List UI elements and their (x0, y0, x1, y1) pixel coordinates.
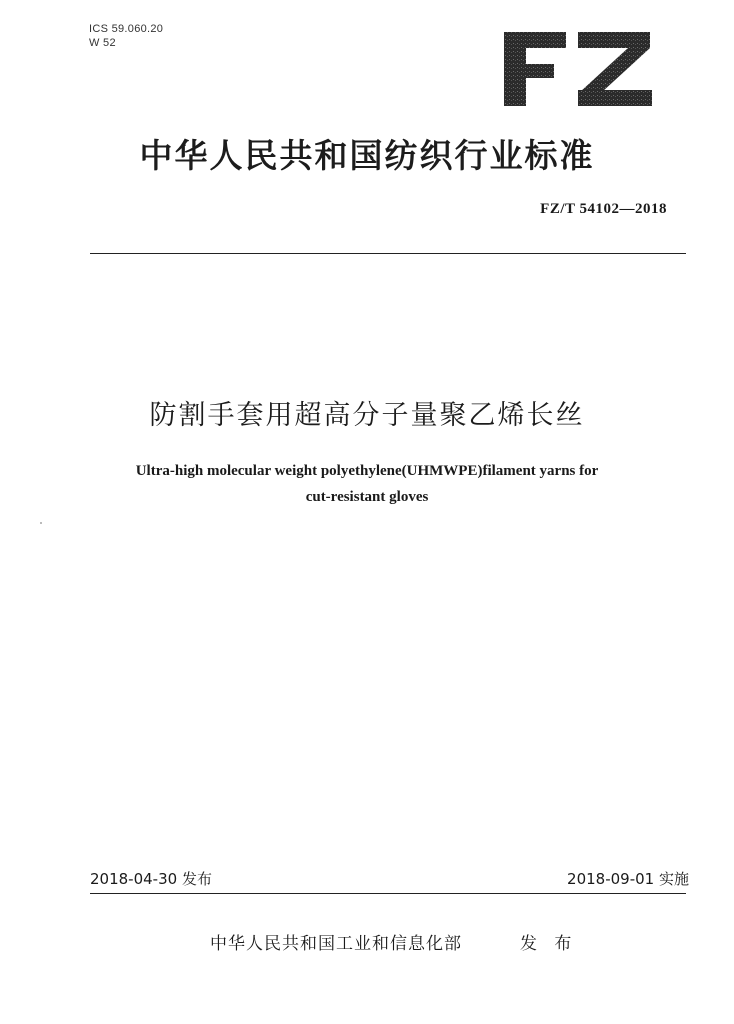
issue-date: 2018-04-30 发布 (90, 870, 212, 888)
footer-divider (90, 893, 686, 894)
standard-body-title: 中华人民共和国纺织行业标准 (139, 136, 595, 175)
ics-code: ICS 59.060.20 (89, 23, 164, 35)
document-title-english (100, 458, 634, 510)
classification-codes (89, 22, 163, 50)
standard-number: FZ/T 54102—2018 (540, 201, 667, 217)
scan-speck (40, 522, 42, 524)
english-title-line-1: Ultra-high molecular weight polyethylene(UHMWPE)filament yarns for (135, 463, 599, 479)
implementation-date: 2018-09-01 实施 (567, 870, 689, 888)
header-divider (90, 253, 686, 254)
issuing-authority: 中华人民共和国工业和信息化部 (210, 934, 462, 954)
issue-verb: 发 布 (520, 934, 578, 954)
category-code: W 52 (89, 37, 116, 49)
document-title-chinese: 防割手套用超高分子量聚乙烯长丝 (149, 400, 585, 431)
english-title-line-2: cut-resistant gloves (305, 489, 429, 505)
fz-logo (500, 30, 656, 108)
